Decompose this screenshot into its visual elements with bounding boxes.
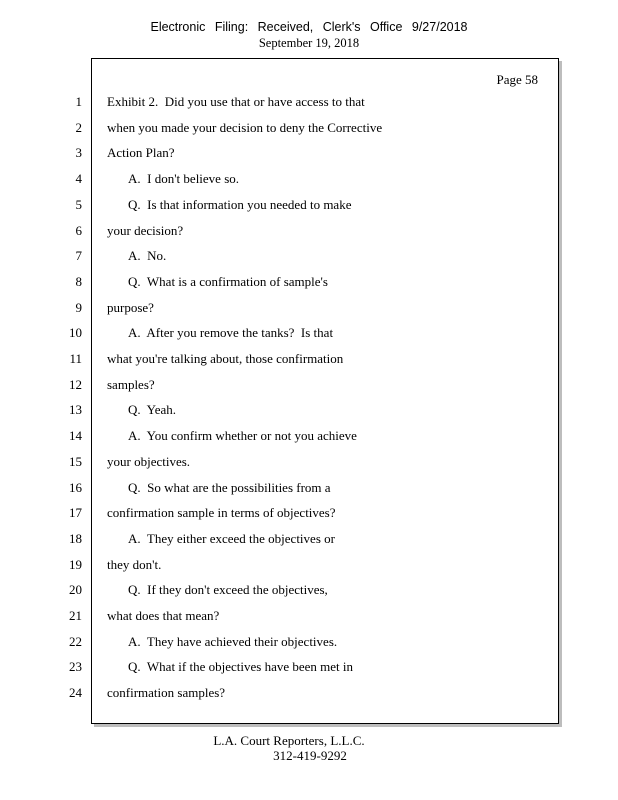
line-number: 19 [69, 557, 82, 572]
transcript-line: your objectives. [107, 454, 191, 469]
line-number: 12 [69, 377, 82, 392]
line-number: 8 [75, 274, 82, 289]
transcript-line: Q. Yeah. [128, 402, 177, 417]
footer-company: L.A. Court Reporters, L.L.C. [213, 733, 365, 748]
line-number: 13 [69, 402, 82, 417]
transcript-line: Q. What if the objectives have been met in [128, 659, 354, 674]
line-number: 6 [75, 223, 82, 238]
transcript-line: A. No. [128, 248, 167, 263]
transcript-line: Q. What is a confirmation of sample's [128, 274, 328, 289]
line-number: 15 [69, 454, 82, 469]
line-number: 3 [75, 145, 82, 160]
line-number: 10 [69, 325, 82, 340]
footer-phone: 312-419-9292 [273, 748, 347, 763]
line-number: 22 [69, 634, 82, 649]
line-number: 5 [75, 197, 82, 212]
transcript-line: what does that mean? [107, 608, 220, 623]
transcript-line: your decision? [107, 223, 184, 238]
transcript-line: confirmation sample in terms of objectives? [107, 505, 336, 520]
transcript-line: A. They either exceed the objectives or [128, 531, 335, 546]
transcript-line: what you're talking about, those confirmation [107, 351, 344, 366]
line-number: 11 [69, 351, 82, 366]
transcript-line: when you made your decision to deny the Corrective [107, 120, 383, 135]
transcript-line: A. They have achieved their objectives. [128, 634, 338, 649]
line-number: 4 [75, 171, 82, 186]
transcript-line: purpose? [107, 300, 154, 315]
transcript-line: Q. If they don't exceed the objectives, [128, 582, 328, 597]
transcript-line: samples? [107, 377, 155, 392]
hearing-date: September 19, 2018 [258, 36, 360, 50]
page-number: Page 58 [496, 72, 538, 87]
transcript-line: Q. So what are the possibilities from a [128, 480, 331, 495]
line-number: 23 [69, 659, 82, 674]
line-number: 20 [69, 582, 82, 597]
transcript-line: A. I don't believe so. [128, 171, 240, 186]
line-number: 21 [69, 608, 82, 623]
line-number: 17 [69, 505, 82, 520]
transcript-line: confirmation samples? [107, 685, 226, 700]
transcript-line: Exhibit 2. Did you use that or have access to that [107, 94, 365, 109]
transcript-line: Q. Is that information you needed to make [128, 197, 352, 212]
transcript-line: A. After you remove the tanks? Is that [128, 325, 334, 340]
transcript-line: Action Plan? [107, 145, 175, 160]
line-number: 14 [69, 428, 82, 443]
line-number: 24 [69, 685, 82, 700]
line-number: 7 [75, 248, 82, 263]
line-number: 18 [69, 531, 82, 546]
filing-stamp: Electronic Filing: Received, Clerk's Office 9/27/2018 [150, 20, 468, 34]
line-number: 2 [75, 120, 82, 135]
line-number: 9 [75, 300, 82, 315]
line-number: 16 [69, 480, 82, 495]
transcript-line: A. You confirm whether or not you achieve [128, 428, 357, 443]
line-number: 1 [75, 94, 82, 109]
transcript-line: they don't. [107, 557, 162, 572]
